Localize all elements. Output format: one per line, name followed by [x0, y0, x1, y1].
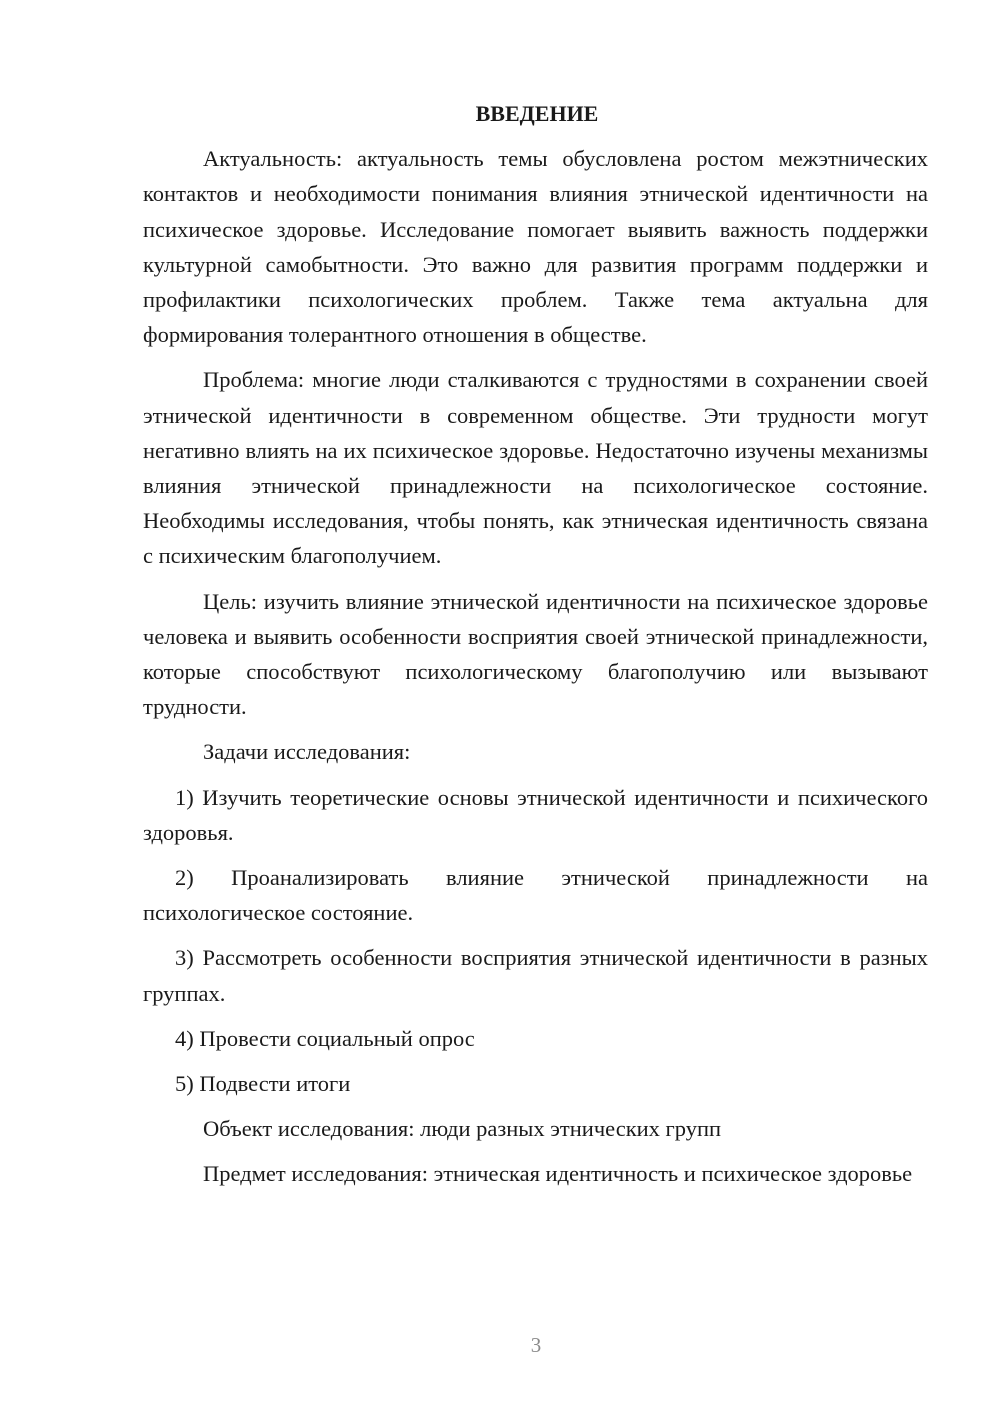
- task-item-1: 1) Изучить теоретические основы этнической идентичности и психического здоровья.: [143, 784, 928, 845]
- paragraph-goal: Цель: изучить влияние этнической идентичности на психическое здоровье человека и выявить особенности восприятия своей этнической принадлежности, которые способствуют психологическому благополучию или вызывают трудности.: [143, 588, 928, 720]
- document-body: [143, 96, 928, 1202]
- research-subject: Предмет исследования: этническая идентичность и психическое здоровье: [203, 1161, 913, 1187]
- task-item-4: 4) Провести социальный опрос: [175, 1025, 475, 1051]
- page-number: 3: [530, 1333, 542, 1357]
- tasks-title: Задачи исследования:: [203, 739, 411, 765]
- page-title: ВВЕДЕНИЕ: [475, 101, 599, 126]
- paragraph-problem: Проблема: многие люди сталкиваются с трудностями в сохранении своей этнической идентичности в современном обществе. Эти трудности могут негативно влиять на их психическое здоровье. Недостаточно изучены механизмы влияния этнической принадлежности на психологическое состояние. Необходимы исследования, чтобы понять, как этническая идентичность связана с психическим благополучием.: [143, 367, 928, 569]
- task-item-5: 5) Подвести итоги: [175, 1071, 351, 1097]
- task-item-3: 3) Рассмотреть особенности восприятия этнической идентичности в разных группах.: [143, 945, 928, 1006]
- task-item-2: 2) Проанализировать влияние этнической принадлежности на психологическое состояние.: [143, 865, 928, 926]
- paragraph-relevance: Актуальность: актуальность темы обусловлена ростом межэтнических контактов и необходимости понимания влияния этнической идентичности на психическое здоровье. Исследование помогает выявить важность поддержки культурной самобытности. Это важно для развития программ поддержки и профилактики психологических проблем. Также тема актуальна для формирования толерантного отношения в обществе.: [143, 146, 928, 348]
- research-object: Объект исследования: люди разных этнических групп: [203, 1116, 722, 1142]
